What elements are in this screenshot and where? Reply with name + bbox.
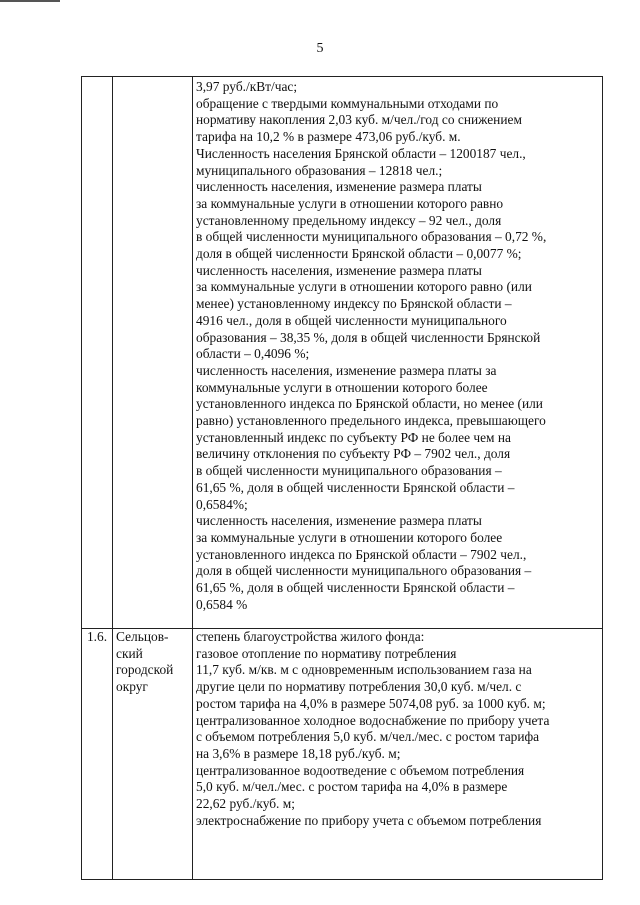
description-cell: [193, 77, 603, 629]
text-line: установленный индекс по субъекту РФ не более чем на: [196, 429, 511, 445]
text-line: доля в общей численности Брянской области – 0,0077 %;: [196, 246, 522, 262]
row-number-cell: [82, 629, 113, 880]
municipality-name-line: округ: [116, 679, 148, 695]
table-row: [82, 629, 603, 880]
text-line: на 3,6% в размере 18,18 руб./куб. м;: [196, 745, 401, 761]
text-line: равно) установленного предельного индекса, превышающего: [196, 413, 546, 429]
text-line: в общей численности муниципального образования –: [196, 463, 502, 479]
text-line: численность населения, изменение размера платы за: [196, 362, 497, 378]
text-line: 61,65 %, доля в общей численности Брянской области –: [196, 479, 515, 495]
text-line: установленному предельному индексу – 92 чел., доля: [196, 212, 502, 228]
text-line: электроснабжение по прибору учета с объемом потребления: [196, 812, 542, 828]
municipality-name-line: Сельцов-: [116, 629, 169, 644]
text-line: обращение с твердыми коммунальными отходами по: [196, 95, 499, 111]
text-line: Численность населения Брянской области – 1200187 чел.,: [196, 145, 526, 161]
text-line: установленного индекса по Брянской области, но менее (или: [196, 396, 543, 412]
text-line: степень благоустройства жилого фонда:: [196, 629, 425, 644]
page-number: 5: [316, 41, 324, 56]
text-line: коммунальные услуги в отношении которого более: [196, 379, 488, 395]
text-line: газовое отопление по нормативу потребления: [196, 645, 457, 661]
text-line: 11,7 куб. м/кв. м с одновременным использованием газа на: [196, 662, 532, 678]
text-line: централизованное холодное водоснабжение по прибору учета: [196, 712, 550, 728]
municipality-cell: [113, 629, 193, 880]
text-line: 4916 чел., доля в общей численности муниципального: [196, 312, 507, 328]
text-line: численность населения, изменение размера платы: [196, 513, 482, 529]
text-line: 3,97 руб./кВт/час;: [196, 79, 298, 94]
text-line: тарифа на 10,2 % в размере 473,06 руб./куб. м.: [196, 129, 461, 145]
text-line: за коммунальные услуги в отношении которого равно: [196, 195, 504, 211]
text-line: области – 0,4096 %;: [196, 346, 310, 362]
text-line: образования – 38,35 %, доля в общей численности Брянской: [196, 329, 541, 345]
text-line: нормативу накопления 2,03 куб. м/чел./год со снижением: [196, 112, 522, 128]
text-line: доля в общей численности муниципального образования –: [196, 563, 532, 579]
text-line: численность населения, изменение размера платы: [196, 262, 482, 278]
text-line: численность населения, изменение размера платы: [196, 179, 482, 195]
text-line: 0,6584%;: [196, 496, 248, 512]
description-cell: [193, 629, 603, 880]
document-table: [81, 76, 603, 880]
text-line: величину отклонения по субъекту РФ – 7902 чел., доля: [196, 446, 511, 462]
text-line: централизованное водоотведение с объемом потребления: [196, 762, 525, 778]
text-line: с объемом потребления 5,0 куб. м/чел./мес. с ростом тарифа: [196, 729, 540, 745]
text-line: за коммунальные услуги в отношении которого равно (или: [196, 279, 532, 295]
text-line: другие цели по нормативу потребления 30,0 куб. м/чел. с: [196, 679, 522, 695]
text-line: установленного индекса по Брянской области – 7902 чел.,: [196, 546, 527, 562]
table-row: [82, 77, 603, 629]
text-line: 0,6584 %: [196, 596, 248, 612]
row-number-cell: [82, 77, 113, 629]
text-line: 5,0 куб. м/чел./мес. с ростом тарифа на 4,0% в размере: [196, 779, 508, 795]
text-line: в общей численности муниципального образования – 0,72 %,: [196, 229, 547, 245]
municipality-name-line: ский: [116, 645, 143, 661]
row-number: 1.6.: [86, 629, 108, 644]
text-line: муниципального образования – 12818 чел.;: [196, 162, 443, 178]
text-line: ростом тарифа на 4,0% в размере 5074,08 руб. за 1000 куб. м;: [196, 695, 546, 711]
text-line: 61,65 %, доля в общей численности Брянской области –: [196, 580, 515, 596]
text-line: менее) установленному индексу по Брянской области –: [196, 296, 512, 312]
municipality-name-line: городской: [116, 662, 174, 678]
municipality-cell: [113, 77, 193, 629]
text-line: за коммунальные услуги в отношении которого более: [196, 529, 503, 545]
text-line: 22,62 руб./куб. м;: [196, 796, 295, 812]
top-edge-rule: [0, 0, 60, 2]
